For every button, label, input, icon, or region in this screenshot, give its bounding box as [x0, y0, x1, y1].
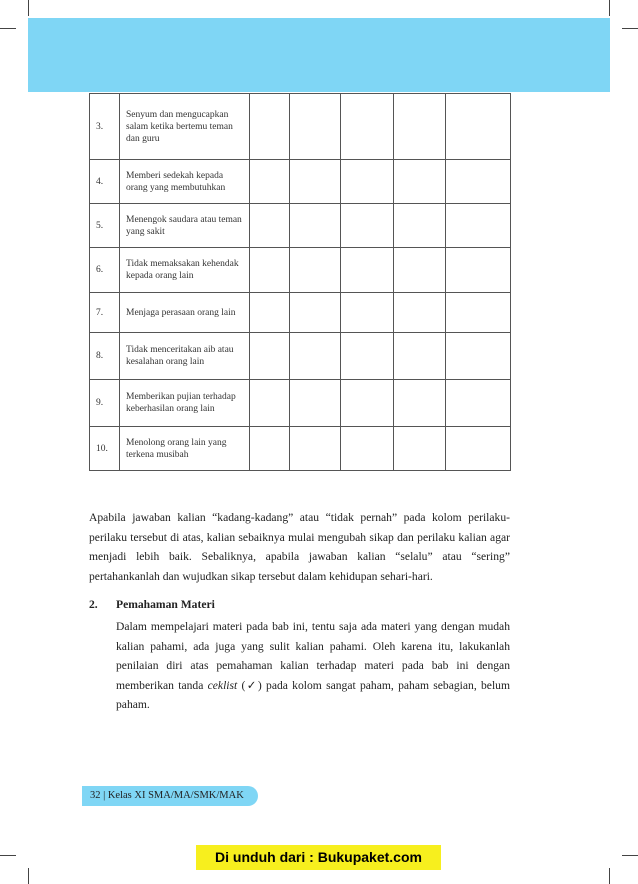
- page-footer-label: 32 | Kelas XI SMA/MA/SMK/MAK: [82, 786, 258, 806]
- answer-cell[interactable]: [394, 94, 446, 160]
- answer-cell[interactable]: [290, 333, 341, 380]
- crop-mark: [0, 28, 16, 29]
- answer-cell[interactable]: [341, 248, 394, 293]
- answer-cell[interactable]: [250, 380, 290, 427]
- answer-cell[interactable]: [394, 160, 446, 204]
- table-row: [90, 333, 511, 380]
- checkmark-symbol: (✓): [237, 678, 262, 692]
- row-number: 10.: [90, 427, 120, 471]
- behavior-description: Menolong orang lain yang terkena musibah: [120, 427, 250, 471]
- answer-cell[interactable]: [341, 293, 394, 333]
- crop-mark: [0, 855, 16, 856]
- behavior-description: Memberikan pujian terhadap keberhasilan orang lain: [120, 380, 250, 427]
- answer-cell[interactable]: [341, 427, 394, 471]
- section-heading: [89, 598, 215, 611]
- answer-cell[interactable]: [290, 427, 341, 471]
- answer-cell[interactable]: [250, 94, 290, 160]
- answer-cell[interactable]: [446, 293, 511, 333]
- answer-cell[interactable]: [250, 204, 290, 248]
- crop-mark: [28, 0, 29, 16]
- answer-cell[interactable]: [250, 160, 290, 204]
- answer-cell[interactable]: [290, 94, 341, 160]
- behavior-description: Tidak memaksakan kehendak kepada orang lain: [120, 248, 250, 293]
- answer-cell[interactable]: [446, 160, 511, 204]
- answer-cell[interactable]: [290, 204, 341, 248]
- row-number: 9.: [90, 380, 120, 427]
- header-band: [28, 18, 610, 92]
- download-source-banner[interactable]: Di unduh dari : Bukupaket.com: [196, 845, 441, 870]
- answer-cell[interactable]: [250, 248, 290, 293]
- answer-cell[interactable]: [446, 380, 511, 427]
- answer-cell[interactable]: [394, 380, 446, 427]
- answer-cell[interactable]: [341, 380, 394, 427]
- table-row: [90, 204, 511, 248]
- answer-cell[interactable]: [446, 204, 511, 248]
- behavior-description: Senyum dan mengucapkan salam ketika bertemu teman dan guru: [120, 94, 250, 160]
- row-number: 4.: [90, 160, 120, 204]
- behavior-description: Menjaga perasaan orang lain: [120, 293, 250, 333]
- answer-cell[interactable]: [446, 248, 511, 293]
- table-row: [90, 248, 511, 293]
- crop-mark: [609, 0, 610, 16]
- table-row: [90, 94, 511, 160]
- row-number: 3.: [90, 94, 120, 160]
- behavior-description: Tidak menceritakan aib atau kesalahan orang lain: [120, 333, 250, 380]
- answer-cell[interactable]: [394, 248, 446, 293]
- answer-cell[interactable]: [290, 248, 341, 293]
- answer-cell[interactable]: [250, 427, 290, 471]
- table-row: [90, 380, 511, 427]
- answer-cell[interactable]: [394, 333, 446, 380]
- advice-paragraph: Apabila jawaban kalian “kadang-kadang” atau “tidak pernah” pada kolom perilaku-perilaku tersebut di atas, kalian sebaiknya mulai mengubah sikap dan perilaku kalian agar menjadi lebih baik. Sebaliknya, apabila jawaban kalian “selalu” atau “sering” pertahankanlah dan wujudkan sikap tersebut dalam kehidupan sehari-hari.: [89, 511, 510, 583]
- section-title: Pemahaman Materi: [116, 598, 215, 611]
- row-number: 8.: [90, 333, 120, 380]
- answer-cell[interactable]: [250, 293, 290, 333]
- row-number: 6.: [90, 248, 120, 293]
- section-body-text-end: pada kolom sangat paham, paham sebagian, belum paham.: [116, 678, 510, 712]
- behavior-description: Menengok saudara atau teman yang sakit: [120, 204, 250, 248]
- table-row: [90, 427, 511, 471]
- section-number: 2.: [89, 598, 98, 611]
- crop-mark: [28, 868, 29, 884]
- table-row: [90, 160, 511, 204]
- answer-cell[interactable]: [290, 160, 341, 204]
- section-body: [116, 617, 510, 715]
- row-number: 7.: [90, 293, 120, 333]
- behavior-survey-table: [89, 93, 511, 471]
- crop-mark: [622, 855, 638, 856]
- answer-cell[interactable]: [446, 333, 511, 380]
- answer-cell[interactable]: [290, 293, 341, 333]
- answer-cell[interactable]: [290, 380, 341, 427]
- behavior-description: Memberi sedekah kepada orang yang membutuhkan: [120, 160, 250, 204]
- crop-mark: [609, 868, 610, 884]
- answer-cell[interactable]: [394, 204, 446, 248]
- answer-cell[interactable]: [394, 427, 446, 471]
- ceklist-term: ceklist: [207, 678, 238, 692]
- answer-cell[interactable]: [341, 333, 394, 380]
- answer-cell[interactable]: [394, 293, 446, 333]
- answer-cell[interactable]: [446, 427, 511, 471]
- answer-cell[interactable]: [341, 94, 394, 160]
- answer-cell[interactable]: [341, 160, 394, 204]
- section-body-text: Dalam mempelajari materi pada bab ini, tentu saja ada materi yang dengan mudah kalian pahami, ada juga yang sulit kalian pahami. Oleh karena itu, lakukanlah penilaian diri atas pemahaman kalian terhadap materi pada bab ini dengan memberikan tanda: [116, 620, 510, 692]
- row-number: 5.: [90, 204, 120, 248]
- crop-mark: [622, 28, 638, 29]
- answer-cell[interactable]: [250, 333, 290, 380]
- table-row: [90, 293, 511, 333]
- answer-cell[interactable]: [341, 204, 394, 248]
- answer-cell[interactable]: [446, 94, 511, 160]
